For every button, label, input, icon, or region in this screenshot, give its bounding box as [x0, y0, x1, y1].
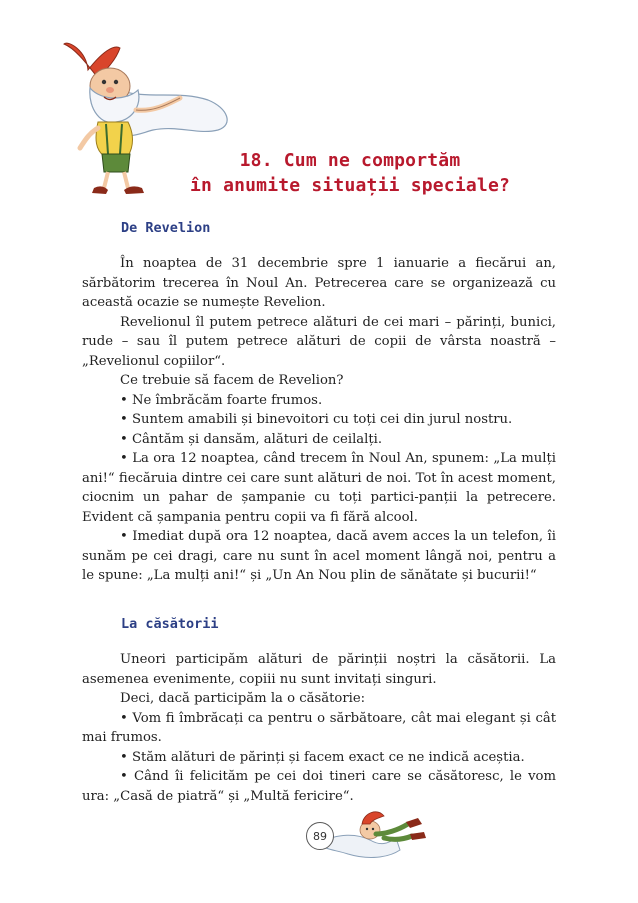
section-body-casatorii [82, 650, 556, 806]
gnome-flying-icon [318, 804, 430, 864]
list-item: • Ne îmbrăcăm foarte frumos. [120, 392, 323, 408]
section-heading-casatorii: La căsătorii [121, 616, 219, 632]
paragraph: Deci, dacă participăm la o căsătorie: [120, 691, 366, 706]
list-item: • Când îi felicităm pe cei doi tineri care se căsătoresc, le vom ura: „Casă de piatră“ și „Multă fericire“. [82, 769, 556, 804]
list-item: • Vom fi îmbrăcați ca pentru o sărbătoare, cât mai elegant și cât mai frumos. [82, 710, 556, 745]
list-item: • La ora 12 noaptea, când trecem în Noul An, spunem: „La mulți ani!“ fiecăruia dintre cei care sunt alături de noi. Tot în acest moment, ciocnim un pahar de șampanie cu toți partici-panții la petrecere. Evident că șampania pentru copii va fi fără alcool. [82, 451, 556, 525]
paragraph: În noaptea de 31 decembrie spre 1 ianuarie a fiecărui an, sărbătorim trecerea în Noul An. Petrecerea care se organizează cu această ocazie se numește Revelion. [82, 256, 556, 310]
section-body-revelion [82, 254, 556, 586]
paragraph: Revelionul îl putem petrece alături de cei mari – părinți, bunici, rude – sau îl putem petrece alături de copii de vârsta noastră – „Revelionul copiilor“. [82, 314, 556, 369]
paragraph: Ce trebuie să facem de Revelion? [120, 373, 344, 388]
page-title [150, 148, 550, 198]
list-item: • Cântăm și dansăm, alături de ceilalți. [120, 431, 383, 447]
page-number: 89 [306, 822, 334, 850]
list-item: • Suntem amabili și binevoitori cu toți cei din jurul nostru. [120, 412, 513, 427]
page-title-line-2: în anumite situații speciale? [189, 175, 511, 196]
list-item: • Imediat după ora 12 noaptea, dacă avem acces la un telefon, îi sunăm pe cei dragi, care nu sunt în acel moment lângă noi, pentru a le spune: „La mulți ani!“ și „Un An Nou plin de sănătate și bucurii!“ [82, 529, 556, 583]
section-heading-revelion: De Revelion [121, 220, 211, 236]
paragraph: Uneori participăm alături de părinții noștri la căsătorii. La asemenea evenimente, copiii nu sunt invitați singuri. [82, 652, 556, 687]
list-item: • Stăm alături de părinți și facem exact ce ne indică aceștia. [120, 749, 525, 765]
page-title-line-1: 18. Cum ne comportăm [239, 150, 461, 171]
